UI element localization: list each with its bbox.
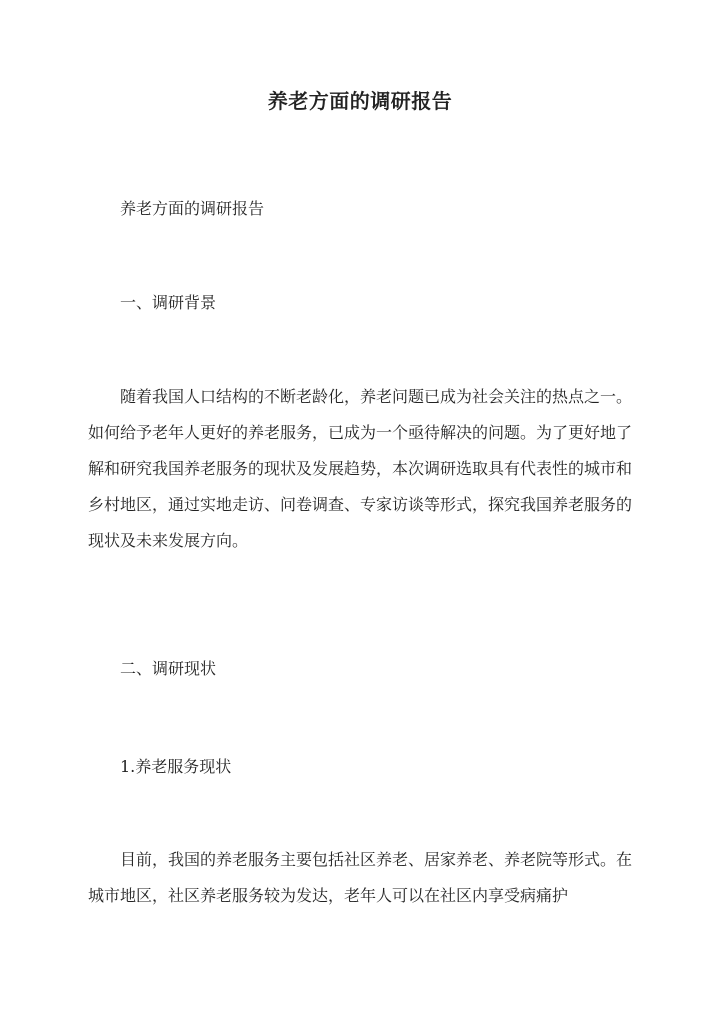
paragraph-background: 随着我国人口结构的不断老龄化，养老问题已成为社会关注的热点之一。如何给予老年人更好的养老服务，已成为一个亟待解决的问题。为了更好地了解和研究我国养老服务的现状及发展趋势，本次调研选取具有代表性的城市和乡村地区，通过实地走访、问卷调查、专家访谈等形式，探究我国养老服务的现状及未来发展方向。 (88, 387, 633, 550)
document-title: 养老方面的调研报告 (267, 89, 453, 113)
subsection-heading-elderly-care-services: 1.养老服务现状 (120, 757, 232, 776)
section-heading-status: 二、调研现状 (120, 659, 217, 678)
section-heading-background: 一、调研背景 (120, 293, 217, 312)
document-subtitle: 养老方面的调研报告 (120, 199, 265, 218)
paragraph-elderly-care-services: 目前，我国的养老服务主要包括社区养老、居家养老、养老院等形式。在城市地区，社区养老服务较为发达，老年人可以在社区内享受病痛护 (88, 850, 633, 905)
